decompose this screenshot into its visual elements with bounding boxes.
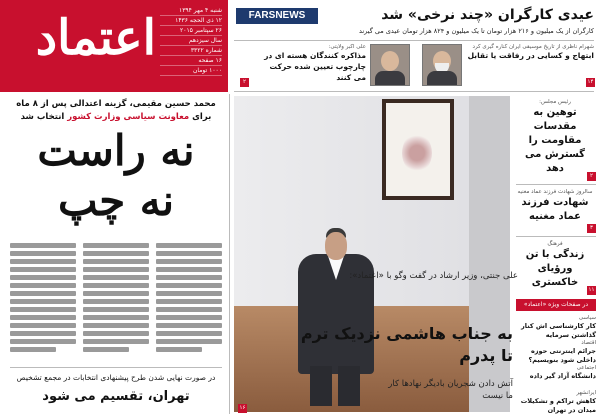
teaser-velayati[interactable]	[256, 44, 366, 83]
left-bottom-headline[interactable]: تهران، تقسیم می شود	[42, 389, 190, 404]
info-line: سال سیزدهم	[160, 36, 222, 46]
teaser-kicker: شهرام ناظری از تاریخ موسیقی ایران کناره گیری کرد	[472, 44, 594, 50]
page-number-badge: ۱۶	[239, 405, 246, 411]
small-kicker: اجتماعی	[576, 365, 596, 371]
farsnews-watermark: FARSNEWS	[236, 8, 318, 24]
info-line: ۱۶ صفحه	[160, 56, 222, 66]
small-title: کاهش تراکم و تشکیلات میدان در تهران	[520, 397, 596, 414]
teaser-kicker: علی اکبر ولایتی:	[328, 44, 366, 50]
masthead-info	[160, 6, 222, 76]
right-small-item[interactable]	[516, 339, 596, 365]
right-item-culture[interactable]	[516, 240, 594, 290]
info-line: ۱۰۰۰ تومان	[160, 66, 222, 76]
nazeri-photo	[422, 44, 462, 86]
small-kicker: اقتصاد	[581, 340, 596, 346]
teaser-title: مذاکره کنندگان هسته ای در چارچوب تعیین شده حرکت می کنند	[264, 51, 366, 82]
left-headline-line-2[interactable]: نه چپ	[57, 176, 175, 225]
right-small-item[interactable]	[516, 389, 596, 415]
divider	[516, 236, 596, 237]
page-number-badge: ۱۴	[587, 79, 594, 85]
kicker-part: برای	[189, 112, 212, 122]
page-number-badge: ۲	[587, 172, 596, 181]
page-number-badge: ۳	[587, 224, 596, 233]
masthead	[0, 0, 228, 92]
divider	[234, 40, 594, 41]
main-story-kicker: علی جنتی، وزیر ارشاد در گفت وگو با «اعتماد»:	[349, 271, 518, 281]
newspaper-logo: اعتماد	[35, 10, 156, 66]
top-subline: کارگران از یک میلیون و ۲۱۶ هزار تومان تا یک میلیون و ۸۲۴ هزار تومان عیدی می گیرند	[358, 27, 594, 35]
page-number-badge: ۱۱	[588, 287, 595, 293]
right-item-kicker: فرهنگ	[547, 241, 563, 247]
body-text-column	[83, 243, 149, 361]
kicker-highlight: معاونت سیاسی وزارت کشور	[67, 112, 190, 122]
small-title: جرائم اینترنتی حوزه داخلی شود بنویسیم؟	[528, 347, 596, 364]
right-item-title: شهادت فرزند عماد مغنیه	[521, 197, 589, 222]
small-kicker: ایرانشهر	[576, 390, 596, 396]
painting	[382, 99, 454, 200]
info-line: شنبه ۴ مهر ۱۳۹۴	[160, 6, 222, 16]
right-small-item[interactable]	[516, 364, 596, 381]
page-number-badge: ۲	[240, 78, 249, 87]
column-divider	[229, 94, 230, 414]
left-story-kicker	[10, 98, 222, 124]
right-small-item[interactable]	[516, 314, 596, 340]
special-pages-banner: در صفحات ویژه «اعتماد» بخوانید	[516, 299, 596, 311]
left-bottom-kicker: در صورت نهایی شدن طرح پیشنهادی انتخابات در مجمع تشخیص	[16, 373, 216, 382]
right-item-mughniyeh[interactable]	[516, 188, 594, 224]
kicker-part: انتخاب شد	[20, 112, 68, 122]
left-headline-line-1[interactable]: نه راست	[37, 126, 195, 175]
info-line: ۱۲ ذی الحجه ۱۴۳۶	[160, 16, 222, 26]
small-kicker: سیاسی	[578, 315, 596, 321]
right-item-title: زندگی با تن ورؤیای خاکستری	[525, 249, 585, 288]
right-item-title: توهین به مقدسات مقاومت را گسترش می دهد	[525, 107, 585, 174]
left-kicker-line-1: محمد حسین مقیمی، گزینه اعتدالی پس از ۸ ماه	[16, 99, 216, 109]
right-item-kicker: سالروز شهادت فرزند عماد مغنیه	[517, 189, 593, 195]
top-headline[interactable]: عیدی کارگران «چند نرخی» شد	[381, 7, 594, 23]
main-story-headline[interactable]: به جناب هاشمی نزدیک ترم تا پدرم	[300, 324, 513, 365]
body-text-column	[10, 243, 76, 361]
divider	[516, 184, 596, 185]
small-title: دانشگاه آزاد گیر داده	[529, 372, 596, 380]
divider	[234, 91, 594, 92]
teaser-title: ابتهاج و کسایی در رفاقت یا تقابل	[467, 51, 594, 60]
main-story-subline: آتش دادن شجریان بادیگر نهادها کار ما نیست	[388, 379, 513, 401]
info-line: شماره ۳۳۲۲	[160, 46, 222, 56]
right-item-larijani[interactable]	[516, 98, 594, 176]
body-text-column	[156, 243, 222, 361]
left-kicker-line-2	[10, 111, 222, 124]
teaser-nazeri[interactable]	[466, 44, 594, 61]
info-line: ۲۶ سپتامبر ۲۰۱۵	[160, 26, 222, 36]
right-item-kicker: رئیس مجلس:	[539, 99, 571, 105]
small-title: کار کارشناسی اش کنار گذاشتن سرمایه	[521, 322, 596, 339]
velayati-photo	[370, 44, 410, 86]
divider	[10, 367, 222, 368]
